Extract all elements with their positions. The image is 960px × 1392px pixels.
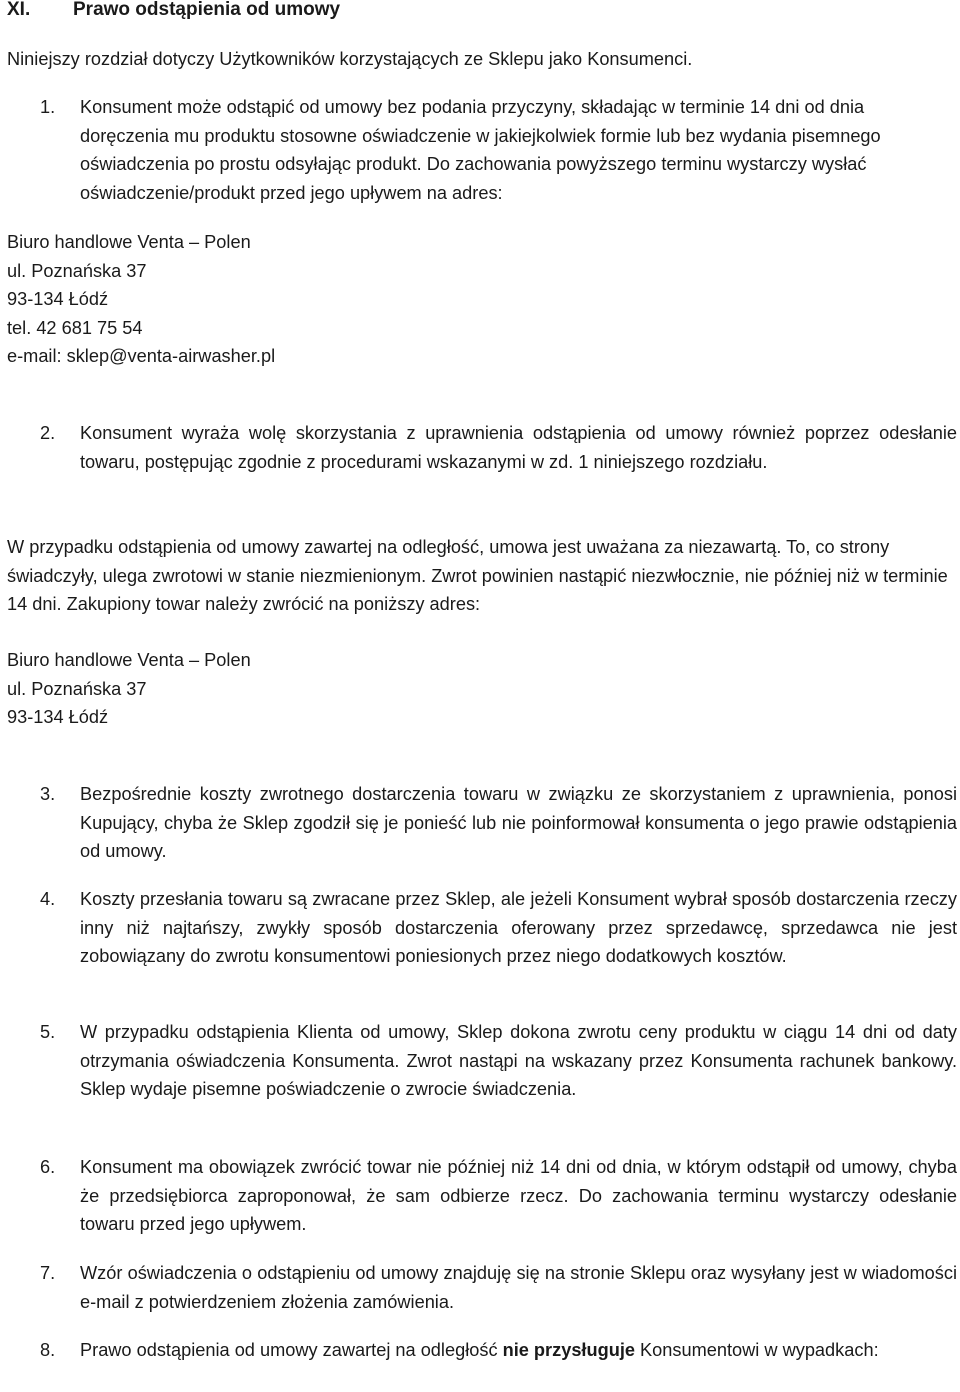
address-block-2 xyxy=(7,646,607,732)
item-number: 6. xyxy=(40,1157,56,1177)
item-text-bold: nie przysługuje xyxy=(502,1340,635,1360)
address-city: 93-134 Łódź xyxy=(7,289,109,309)
item-number: 5. xyxy=(40,1022,56,1042)
list-item-3 xyxy=(7,780,957,866)
list-item-7 xyxy=(7,1259,957,1316)
item-text: Koszty przesłania towaru są zwracane przez Sklep, ale jeżeli Konsument wybrał sposób dostarczenia rzeczy inny niż najtańszy, zwykły sposób dostarczenia oferowany przez sprzedawcę, sprzedawca nie jest zobowiązany do zwrotu konsumentowi poniesionych przez niego dodatkowych kosztów. xyxy=(80,889,957,966)
list-item-6 xyxy=(7,1153,957,1239)
item-text-after: Konsumentowi w wypadkach: xyxy=(635,1340,879,1360)
address-phone: tel. 42 681 75 54 xyxy=(7,317,143,338)
address-name: Biuro handlowe Venta – Polen xyxy=(7,232,251,252)
section-heading xyxy=(7,0,340,26)
list-item-2 xyxy=(7,419,957,476)
item-text: W przypadku odstąpienia Klienta od umowy, Sklep dokona zwrotu ceny produktu w ciągu 14 dni od daty otrzymania oświadczenia Konsumenta. Zwrot nastąpi na wskazany przez Konsumenta rachunek bankowy. Sklep wydaje pisemne poświadczenie o zwrocie świadczenia. xyxy=(80,1022,957,1099)
item-text: Bezpośrednie koszty zwrotnego dostarczenia towaru w związku ze skorzystaniem z uprawnienia, ponosi Kupujący, chyba że Sklep zgodził się je ponieść lub nie poinformował konsumenta o jego prawie odstąpienia od umowy. xyxy=(80,784,957,861)
item-text: Konsument może odstąpić od umowy bez podania przyczyny, składając w terminie 14 dni od dnia doręczenia mu produktu stosowne oświadczenie w jakiejkolwiek formie lub bez wydania pisemnego oświadczenia po prostu odsyłając produkt. Do zachowania powyższego terminu wystarczy wysłać oświadczenie/produkt przed jego upływem na adres: xyxy=(80,97,881,203)
item-text: Konsument wyraża wolę skorzystania z uprawnienia odstąpienia od umowy również poprzez odesłanie towaru, postępując zgodnie z procedurami wskazanymi w zd. 1 niniejszego rozdziału. xyxy=(80,423,957,472)
list-item-1 xyxy=(7,93,957,207)
address-city: 93-134 Łódź xyxy=(7,707,109,727)
section-number: XI. xyxy=(7,0,31,20)
item-text xyxy=(80,1336,957,1365)
item-text-before: Prawo odstąpienia od umowy zawartej na odległość xyxy=(80,1340,503,1360)
address-block-1 xyxy=(7,228,607,371)
section-title: Prawo odstąpienia od umowy xyxy=(73,0,341,20)
list-item-5 xyxy=(7,1018,957,1104)
return-paragraph: W przypadku odstąpienia od umowy zawartej na odległość, umowa jest uważana za niezawartą. To, co strony świadczyły, ulega zwrotowi w stanie niezmienionym. Zwrot powinien nastąpić niezwłocznie, nie później niż w terminie 14 dni. Zakupiony towar należy zwrócić na poniższy adres: xyxy=(7,537,948,614)
item-text: Wzór oświadczenia o odstąpieniu od umowy znajduję się na stronie Sklepu oraz wysyłany jest w wiadomości e-mail z potwierdzeniem złożenia zamówienia. xyxy=(80,1263,957,1312)
item-number: 4. xyxy=(40,889,56,909)
address-email: e-mail: sklep@venta-airwasher.pl xyxy=(7,346,276,366)
address-street: ul. Poznańska 37 xyxy=(7,260,147,281)
item-number: 2. xyxy=(40,423,56,443)
address-name: Biuro handlowe Venta – Polen xyxy=(7,650,251,670)
list-item-8 xyxy=(7,1336,957,1365)
intro-text: Niniejszy rozdział dotyczy Użytkowników korzystających ze Sklepu jako Konsumenci. xyxy=(7,49,693,69)
item-number: 7. xyxy=(40,1263,56,1283)
item-number: 8. xyxy=(40,1340,56,1360)
item-text: Konsument ma obowiązek zwrócić towar nie później niż 14 dni od dnia, w którym odstąpił od umowy, chyba że przedsiębiorca zaproponował, że sam odbierze rzecz. Do zachowania terminu wystarczy odesłanie towaru przed jego upływem. xyxy=(80,1157,957,1234)
item-number: 1. xyxy=(40,97,56,117)
address-street: ul. Poznańska 37 xyxy=(7,678,147,699)
item-number: 3. xyxy=(40,784,56,804)
list-item-4 xyxy=(7,885,957,971)
